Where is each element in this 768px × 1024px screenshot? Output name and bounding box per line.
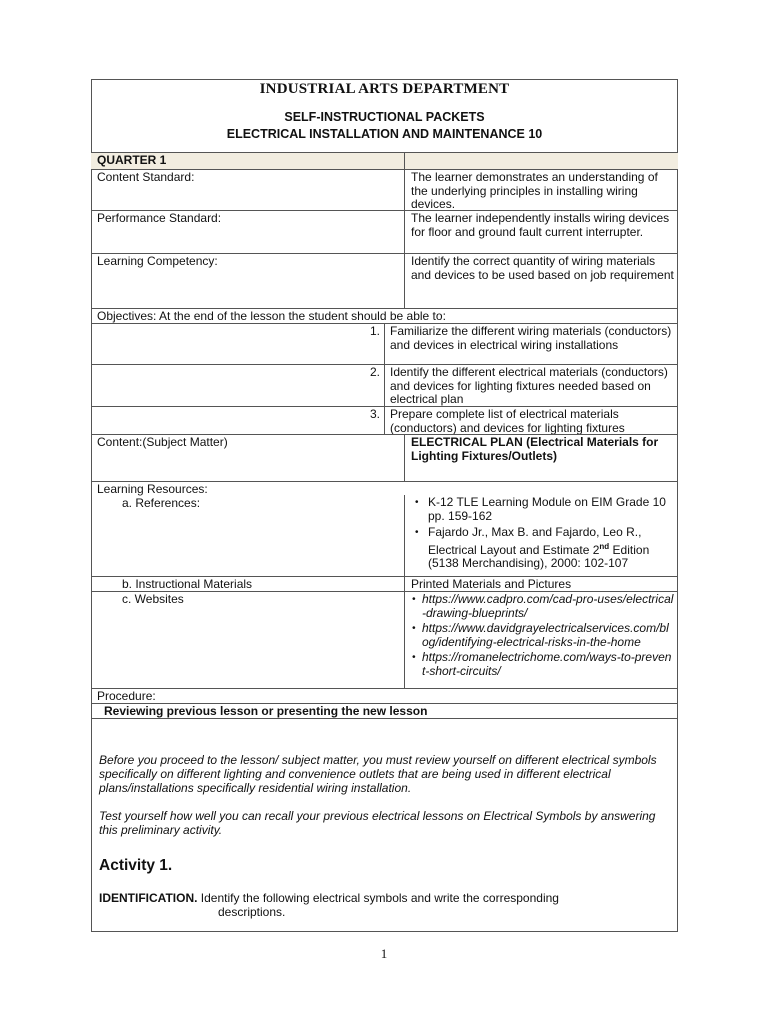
course-title: ELECTRICAL INSTALLATION AND MAINTENANCE 10 [226, 127, 543, 141]
website-link[interactable]: https://romanelectrichome.com/ways-to-prevent-short-circuits/ [422, 650, 672, 678]
websites-list [411, 593, 674, 678]
quarter-row [91, 152, 678, 169]
learning-resources-cell [91, 482, 404, 576]
procedure-row [91, 688, 678, 703]
learning-competency-value: Identify the correct quantity of wiring materials and devices to be used based on job requirement [404, 254, 678, 308]
quarter-label: QUARTER 1 [97, 153, 167, 167]
identification-label: IDENTIFICATION. [99, 891, 198, 905]
content-label: Content:(Subject Matter) [97, 435, 228, 449]
objective-number: 3. [369, 407, 380, 421]
list-item [412, 621, 674, 649]
references-list [411, 496, 674, 571]
objectives-intro-row [91, 308, 678, 323]
performance-standard-label: Performance Standard: [97, 211, 222, 225]
identification-block [99, 891, 559, 919]
superscript: nd [599, 541, 610, 551]
procedure-label: Procedure: [97, 689, 156, 703]
intro-paragraph: Before you proceed to the lesson/ subject matter, you must review yourself on different electrical symbols specifically on different lighting and convenience outlets that are being used in different electrical plans/installations specifically residential wiring installation. [99, 753, 657, 795]
objective-row [91, 323, 678, 364]
instructional-value: Printed Materials and Pictures [404, 577, 678, 591]
content-row [91, 434, 678, 481]
instruction-paragraph: Test yourself how well you can recall your previous electrical lessons on Electrical Symbols by answering this preliminary activity. [99, 809, 656, 837]
performance-standard-value: The learner independently installs wiring devices for floor and ground fault current interrupter. [404, 211, 678, 253]
bullet-icon: • [415, 527, 419, 538]
learning-resources-row [91, 481, 678, 576]
website-link[interactable]: https://www.davidgrayelectricalservices.com/blog/identifying-electrical-risks-in-the-home [422, 621, 669, 649]
objective-row [91, 406, 678, 434]
website-link[interactable]: https://www.cadpro.com/cad-pro-uses/electrical-drawing-blueprints/ [422, 592, 674, 620]
references-label: a. References: [122, 495, 201, 510]
content-value: ELECTRICAL PLAN (Electrical Materials for Lighting Fixtures/Outlets) [404, 435, 678, 481]
objective-number: 2. [369, 365, 380, 379]
learning-competency-row [91, 253, 678, 308]
packet-title: SELF-INSTRUCTIONAL PACKETS [284, 110, 485, 124]
page-number: 1 [380, 946, 388, 961]
learning-competency-label: Learning Competency: [97, 254, 218, 268]
performance-standard-row [91, 210, 678, 253]
instructional-label: b. Instructional Materials [122, 577, 253, 591]
bullet-icon: • [412, 623, 416, 634]
bullet-icon: • [412, 652, 416, 663]
reference-text: Fajardo Jr., Max B. and Fajardo, Leo R., Electrical Layout and Estimate 2 [428, 525, 642, 557]
references-cell [404, 495, 678, 576]
websites-row [91, 591, 678, 688]
objective-text: Prepare complete list of electrical materials (conductors) and devices for lighting fixtures [384, 407, 678, 434]
objective-row [91, 364, 678, 406]
department-title: INDUSTRIAL ARTS DEPARTMENT [259, 81, 510, 97]
activity-title: Activity 1. [99, 857, 173, 874]
lesson-table [91, 152, 678, 719]
review-label: Reviewing previous lesson or presenting the new lesson [104, 704, 428, 718]
objective-number: 1. [369, 324, 380, 338]
identification-text-cont: descriptions. [218, 905, 286, 919]
list-item [415, 495, 674, 523]
objective-text: Identify the different electrical materials (conductors) and devices for lighting fixtures needed based on electrical plan [384, 365, 678, 406]
list-item [412, 650, 674, 678]
websites-cell [404, 592, 678, 688]
reference-text: K-12 TLE Learning Module on EIM Grade 10 pp. 159-162 [428, 495, 666, 523]
instructional-row [91, 576, 678, 591]
bullet-icon: • [415, 497, 419, 508]
quarter-empty [404, 153, 678, 169]
bullet-icon: • [412, 594, 416, 605]
content-standard-label: Content Standard: [97, 170, 195, 184]
websites-label: c. Websites [122, 592, 184, 606]
content-standard-value: The learner demonstrates an understanding of the underlying principles in installing wiring devices. [404, 170, 678, 210]
list-item [412, 592, 674, 620]
review-row [91, 703, 678, 719]
objectives-intro: Objectives: At the end of the lesson the student should be able to: [97, 309, 446, 323]
document-frame [91, 79, 678, 932]
list-item [415, 525, 674, 571]
reference-text: Edition (5138 Merchandising), 2000: 102-107 [428, 542, 650, 570]
learning-resources-label: Learning Resources: [97, 482, 208, 496]
identification-text: Identify the following electrical symbols and write the corresponding [200, 891, 559, 905]
content-standard-row [91, 169, 678, 210]
objective-text: Familiarize the different wiring materials (conductors) and devices in electrical wiring installations [384, 324, 678, 364]
